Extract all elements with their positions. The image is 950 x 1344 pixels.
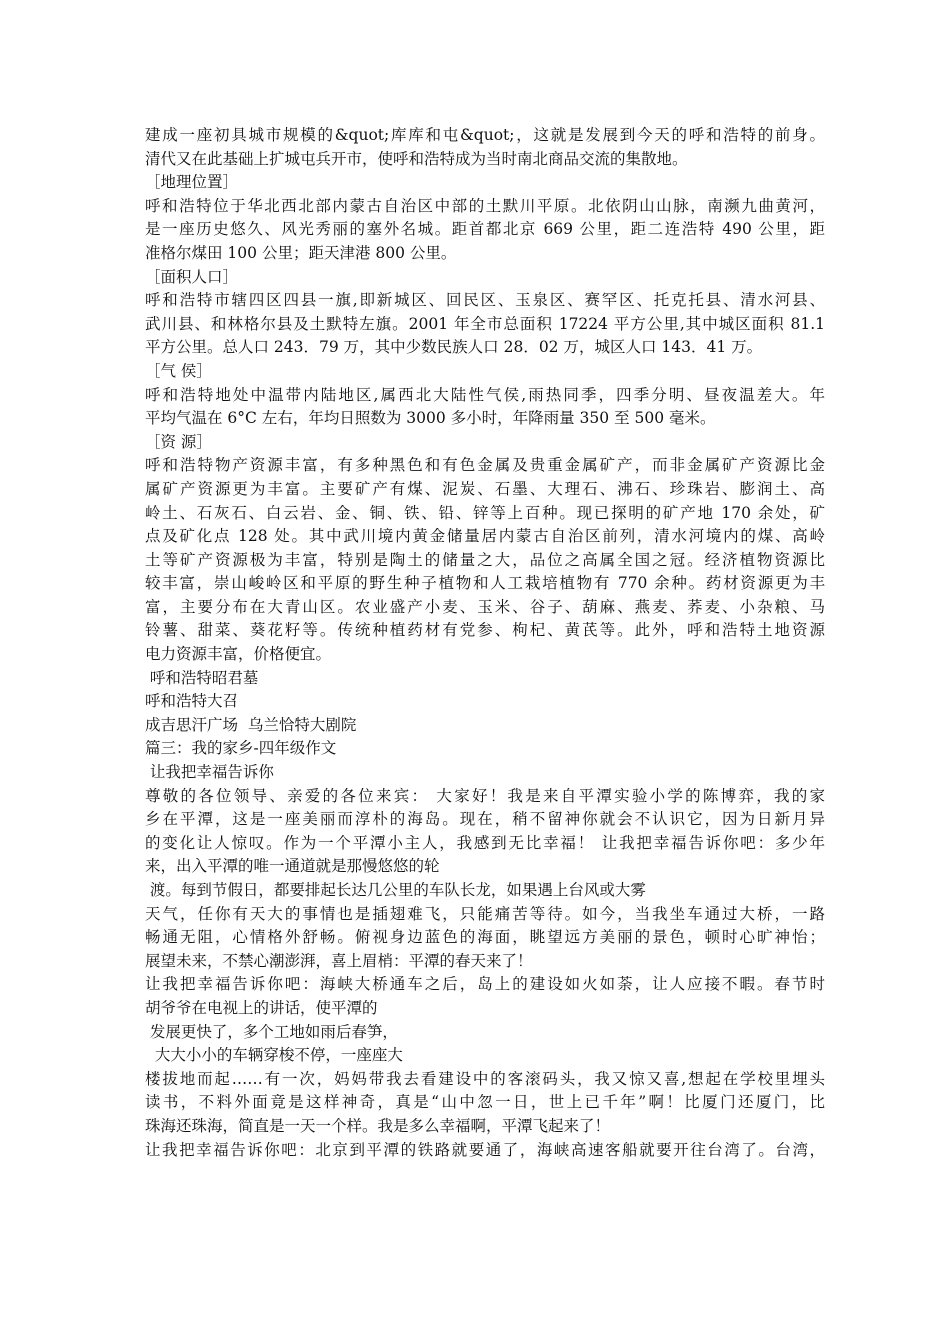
text-line: 建成一座初具城市规模的&quot;库库和屯&quot;，这就是发展到今天的呼和浩特的前身。 [145,126,825,144]
text-line: 发展更快了，多个工地如雨后春笋， [145,1022,398,1041]
text-line: 读书，不料外面竟是这样神奇，真是“山中忽一日，世上已千年”啊！比厦门还厦门，比 [145,1093,825,1112]
text-line: 来，出入平潭的唯一通道就是那慢悠悠的轮 [145,857,440,876]
text-line: 较丰富，崇山峻岭区和平原的野生种子植物和人工栽培植物有 770 余种。药材资源更为丰 [145,574,825,593]
text-line: 天气，任你有天大的事情也是插翅难飞，只能痛苦等待。如今，当我坐车通过大桥，一路 [145,904,825,923]
text-line: 的变化让人惊叹。作为一个平潭小主人，我感到无比幸福！ 让我把幸福告诉你吧：多少年 [145,833,825,852]
text-line: 让我把幸福告诉你吧：北京到平潭的铁路就要通了，海峡高速客船就要开往台湾了。台湾， [145,1140,825,1159]
chapter-title: 篇三：我的家乡-四年级作文 [145,739,337,758]
section-heading-resources: ［资 源］ [145,432,212,451]
text-line: 是一座历史悠久、风光秀丽的塞外名城。距首都北京 669 公里，距二连浩特 490 公里，距 [145,220,825,239]
essay-title: 让我把幸福告诉你 [145,763,274,782]
text-line: 让我把幸福告诉你吧：海峡大桥通车之后，岛上的建设如火如荼，让人应接不暇。春节时 [145,975,825,994]
text-line: 电力资源丰富，价格便宜。 [145,645,332,664]
text-line: 平方公里。总人口 243．79 万，其中少数民族人口 28．02 万，城区人口 143．41 万。 [145,338,763,357]
text-line: 胡爷爷在电视上的讲话，使平潭的 [145,998,378,1017]
image-caption: 呼和浩特大召 [145,692,239,711]
text-line: 呼和浩特市辖四区四县一旗,即新城区、回民区、玉泉区、赛罕区、托克托县、清水河县、 [145,291,825,310]
text-line: 属矿产资源更为丰富。主要矿产有煤、泥炭、石墨、大理石、沸石、珍珠岩、膨润土、高 [145,479,825,498]
image-caption: 成吉思汗广场 乌兰恰特大剧院 [145,715,357,734]
text-line: 尊敬的各位领导、亲爱的各位来宾： 大家好！我是来自平潭实验小学的陈博弈，我的家 [145,786,825,805]
text-line: 楼拔地而起……有一次，妈妈带我去看建设中的客滚码头，我又惊又喜,想起在学校里埋头 [145,1069,825,1088]
text-line: 呼和浩特地处中温带内陆地区,属西北大陆性气侯,雨热同季，四季分明、昼夜温差大。年 [145,385,825,404]
text-line: 土等矿产资源极为丰富，特别是陶土的储量之大，品位之高属全国之冠。经济植物资源比 [145,550,825,569]
text-line: 准格尔煤田 100 公里；距天津港 800 公里。 [145,243,457,262]
document-page [145,124,825,1162]
text-line: 铃薯、甜菜、葵花籽等。传统种植药材有党参、枸杞、黄芪等。此外，呼和浩特土地资源 [145,621,825,640]
text-line: 乡在平潭，这是一座美丽而淳朴的海岛。现在，稍不留神你就会不认识它，因为日新月异 [145,810,825,829]
text-line: 平均气温在 6°C 左右，年均日照数为 3000 多小时，年降雨量 350 至 500 毫米。 [145,409,716,428]
text-line: 渡。每到节假日，都要排起长达几公里的车队长龙，如果遇上台风或大雾 [145,881,646,899]
section-heading-area-population: ［面积人口］ [145,267,239,286]
text-line: 点及矿化点 128 处。其中武川境内黄金储量居内蒙古自治区前列，清水河境内的煤、高岭 [145,527,825,546]
text-line: 展望未来，不禁心潮澎湃，喜上眉梢：平潭的春天来了！ [145,951,533,970]
text-line: 呼和浩特位于华北西北部内蒙古自治区中部的土默川平原。北依阴山山脉，南濒九曲黄河， [145,196,825,215]
section-heading-location: ［地理位置］ [145,173,239,192]
text-line: 大大小小的车辆穿梭不停，一座座大 [145,1046,403,1065]
text-line: 畅通无阻，心情格外舒畅。俯视身边蓝色的海面，眺望远方美丽的景色，顿时心旷神怡； [145,928,825,947]
section-heading-climate: ［气 侯］ [145,361,212,380]
text-line: 富，主要分布在大青山区。农业盛产小麦、玉米、谷子、葫麻、燕麦、荞麦、小杂粮、马 [145,597,825,616]
text-line: 清代又在此基础上扩城屯兵开市，使呼和浩特成为当时南北商品交流的集散地。 [145,149,688,168]
image-caption: 呼和浩特昭君墓 [145,668,259,687]
text-line: 武川县、和林格尔县及土默特左旗。2001 年全市总面积 17224 平方公里,其中城区面积 81.1 [145,314,825,333]
text-line: 珠海还珠海，简直是一天一个样。我是多么幸福啊，平潭飞起来了！ [145,1116,611,1135]
text-line: 呼和浩特物产资源丰富，有多种黑色和有色金属及贵重金属矿产，而非金属矿产资源比金 [145,456,825,475]
text-line: 岭土、石灰石、白云岩、金、铜、铁、铅、锌等上百种。现已探明的矿产地 170 余处，矿 [145,503,825,522]
